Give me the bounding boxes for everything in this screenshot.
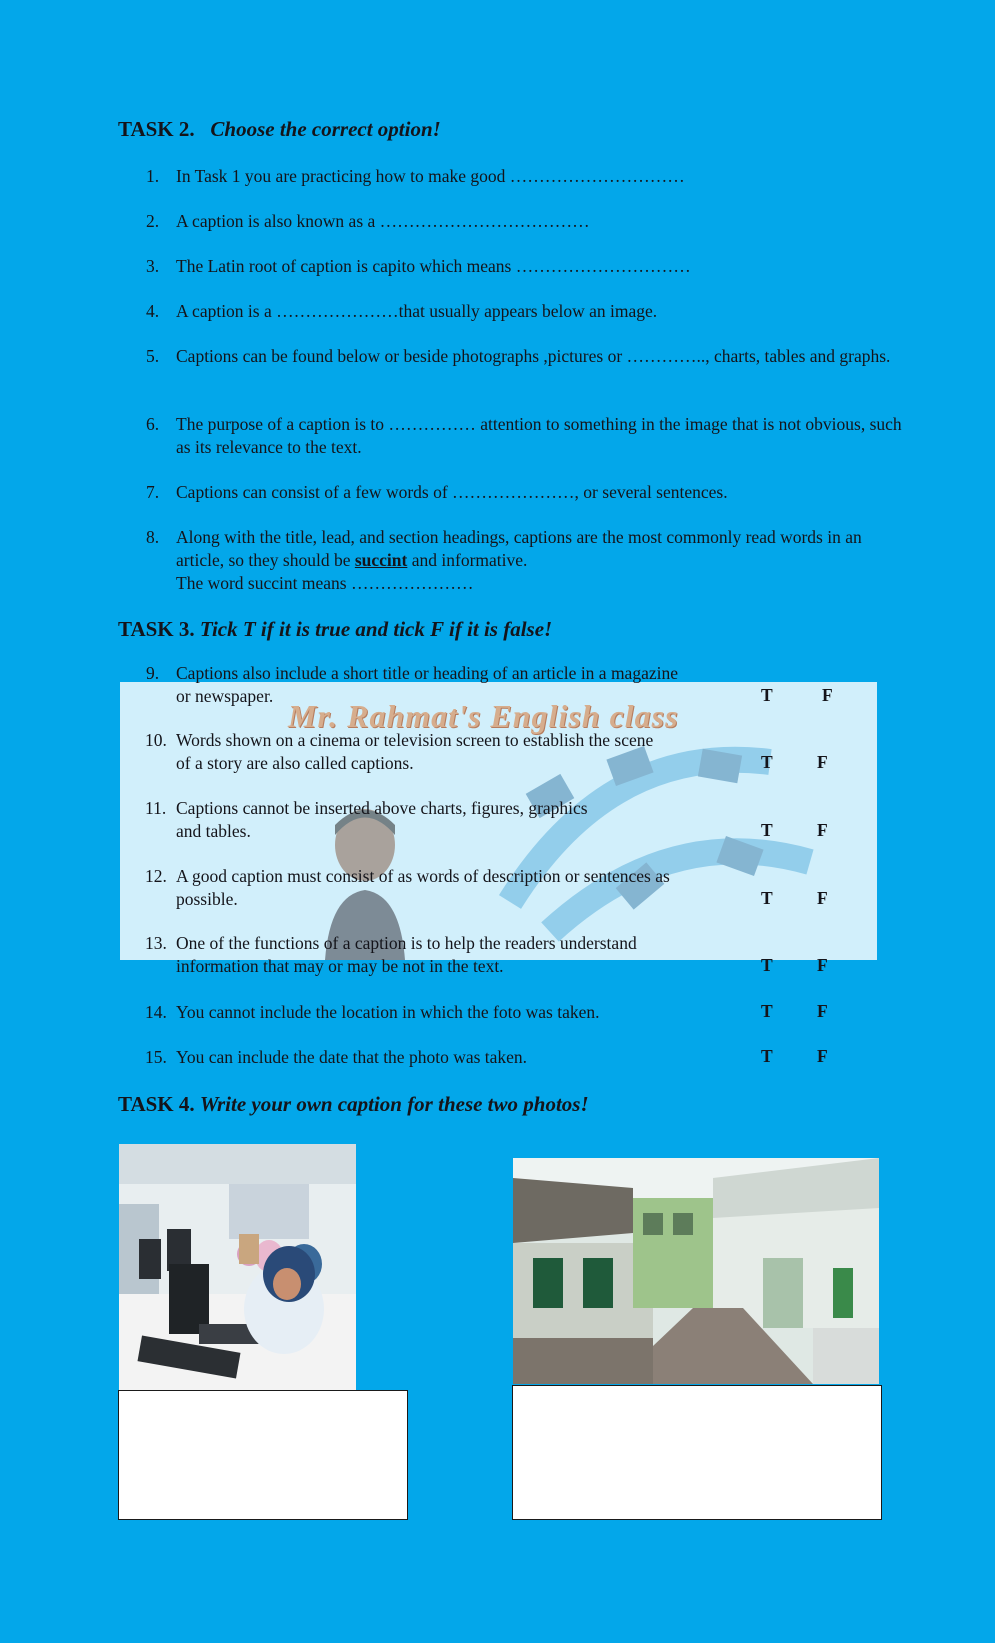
- item-text-line2: of a story are also called captions.: [176, 753, 414, 773]
- false-option[interactable]: F: [817, 820, 828, 840]
- item-number: 7.: [146, 482, 160, 502]
- item-text: You can include the date that the photo was taken.: [176, 1047, 528, 1067]
- item-text-before: Along with the title, lead, and section headings, captions are the most commonly read words in an article, so they should be: [176, 527, 862, 570]
- false-option[interactable]: F: [822, 685, 833, 705]
- item-text: Captions can consist of a few words of …………………, or several sentences.: [176, 482, 728, 502]
- item-text-line1: One of the functions of a caption is to help the readers understand: [176, 933, 637, 953]
- item-text-line1: Captions cannot be inserted above charts, figures, graphics: [176, 798, 588, 818]
- task2-instruction: Choose the correct option!: [210, 117, 441, 141]
- true-option[interactable]: T: [761, 752, 773, 772]
- false-option[interactable]: F: [817, 955, 828, 975]
- item-text-line2: possible.: [176, 889, 238, 909]
- item-text-line1: Words shown on a cinema or television screen to establish the scene: [176, 730, 654, 750]
- item-number: 11.: [145, 798, 167, 818]
- task3-heading: [118, 617, 552, 642]
- item-text: Captions can be found below or beside photographs ,pictures or ………….., charts, tables and graphs.: [176, 346, 891, 366]
- false-option[interactable]: F: [817, 752, 828, 772]
- item-number: 1.: [146, 166, 160, 186]
- item-text: [176, 865, 906, 911]
- item-number: 3.: [146, 256, 160, 276]
- task4-heading: [118, 1092, 589, 1117]
- computer-lab-image: [119, 1144, 356, 1391]
- page-right-edge: [995, 0, 1000, 1643]
- false-option[interactable]: F: [817, 1046, 828, 1066]
- true-option[interactable]: T: [761, 888, 773, 908]
- item-text-line2: and tables.: [176, 821, 251, 841]
- item-text-line2: The word succint means …………………: [176, 573, 474, 593]
- item-text: [176, 729, 906, 775]
- item-number: 14.: [145, 1002, 167, 1022]
- item-number: 5.: [146, 346, 160, 366]
- item-text-line1: Captions also include a short title or heading of an article in a magazine: [176, 663, 678, 683]
- task2-heading: [118, 117, 441, 142]
- item-text: A caption is a …………………that usually appears below an image.: [176, 301, 658, 321]
- photo-computer-lab: [119, 1144, 356, 1391]
- item-text-after: and informative.: [407, 550, 528, 570]
- item-text: You cannot include the location in which the foto was taken.: [176, 1002, 600, 1022]
- item-text: [176, 932, 906, 978]
- item-text-line2: information that may or may be not in the text.: [176, 956, 504, 976]
- item-text: The purpose of a caption is to …………… attention to something in the image that is not obvious, such as its relevance to the text.: [176, 414, 902, 457]
- item-text: The Latin root of caption is capito which means …………………………: [176, 256, 691, 276]
- school-building-image: [513, 1158, 879, 1384]
- item-number: 8.: [146, 527, 160, 547]
- task4-label: TASK 4.: [118, 1092, 195, 1116]
- underlined-word: succint: [354, 550, 408, 570]
- item-text: A caption is also known as a ………………………………: [176, 211, 590, 231]
- item-text: [176, 797, 906, 843]
- item-number: 10.: [145, 730, 167, 750]
- true-option[interactable]: T: [761, 685, 773, 705]
- watermark-title: Mr. Rahmat's English class: [288, 698, 679, 734]
- item-number: 4.: [146, 301, 160, 321]
- item-number: 13.: [145, 933, 167, 953]
- caption-box-2[interactable]: [512, 1385, 882, 1520]
- item-text: In Task 1 you are practicing how to make good …………………………: [176, 166, 685, 186]
- item-number: 15.: [145, 1047, 167, 1067]
- task2-label: TASK 2.: [118, 117, 195, 141]
- task3-instruction: Tick T if it is true and tick F if it is false!: [199, 617, 553, 641]
- item-number: 2.: [146, 211, 160, 231]
- item-text-line1: A good caption must consist of as words of description or sentences as: [176, 866, 670, 886]
- item-number: 9.: [146, 663, 160, 683]
- true-option[interactable]: T: [761, 1001, 773, 1021]
- true-option[interactable]: T: [761, 1046, 773, 1066]
- item-number: 12.: [145, 866, 167, 886]
- false-option[interactable]: F: [817, 888, 828, 908]
- item-text: [176, 526, 906, 595]
- true-option[interactable]: T: [761, 820, 773, 840]
- item-number: 6.: [146, 414, 160, 434]
- caption-box-1[interactable]: [118, 1390, 408, 1520]
- true-option[interactable]: T: [761, 955, 773, 975]
- task3-label: TASK 3.: [118, 617, 195, 641]
- item-text: [176, 662, 906, 708]
- task4-instruction: Write your own caption for these two photos!: [199, 1092, 589, 1116]
- false-option[interactable]: F: [817, 1001, 828, 1021]
- photo-school-building: [513, 1158, 879, 1384]
- item-text-line2: or newspaper.: [176, 686, 274, 706]
